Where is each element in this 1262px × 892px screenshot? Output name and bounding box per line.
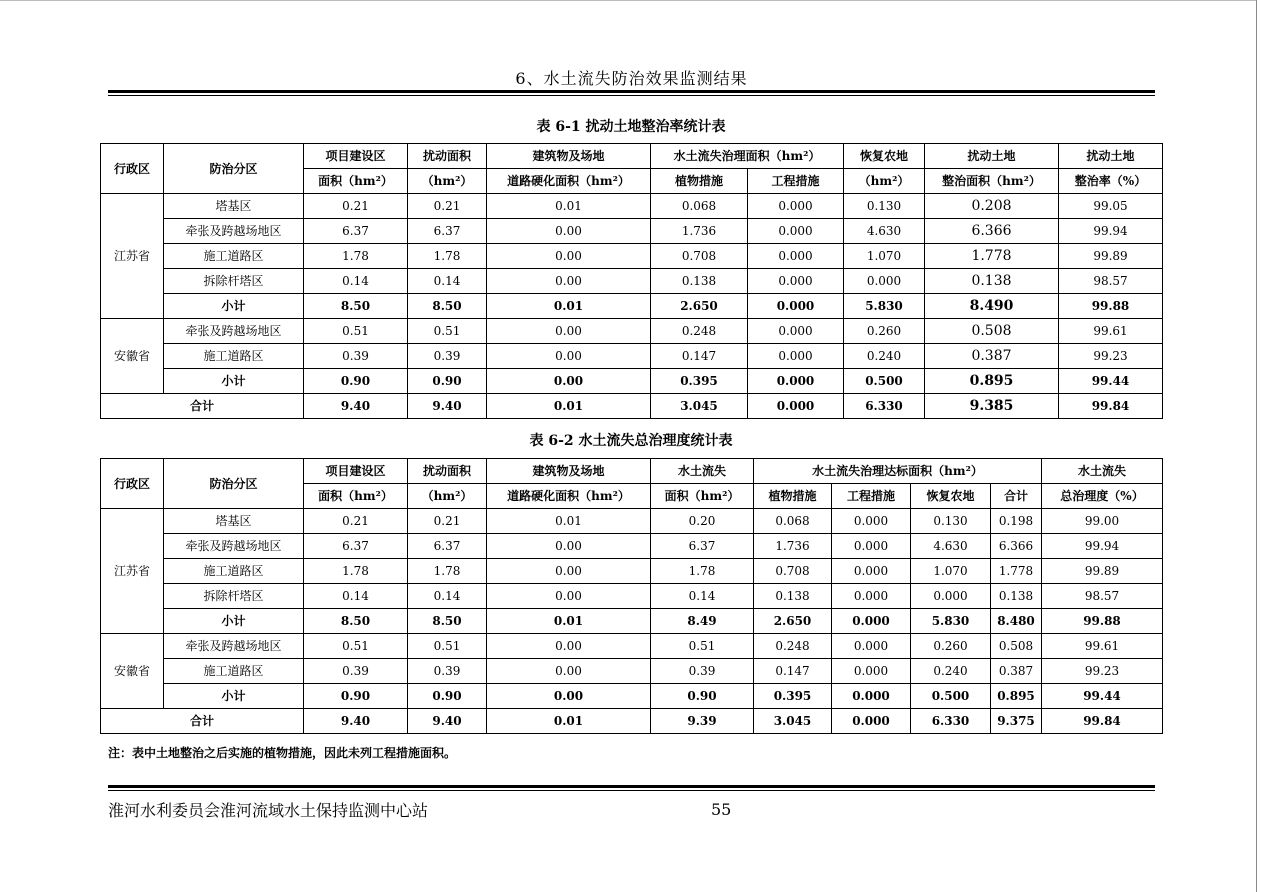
t2-cell: 牵张及跨越场地区	[164, 634, 304, 659]
t2-cell: 塔基区	[164, 509, 304, 534]
t2-cell: 0.00	[487, 659, 651, 684]
t1-cell: 0.00	[487, 319, 651, 344]
t1-cell: 0.000	[748, 244, 844, 269]
t2-cell: 5.830	[911, 609, 991, 634]
t2-cell: 0.147	[754, 659, 832, 684]
table2-caption: 表 6-2 水土流失总治理度统计表	[529, 433, 733, 449]
t2-cell: 99.23	[1042, 659, 1163, 684]
footer-rule-thin	[108, 790, 1155, 791]
t2-header-loss-2: 面积（hm²）	[651, 484, 754, 509]
t2-cell: 0.000	[832, 684, 911, 709]
t1-cell: 0.000	[748, 294, 844, 319]
t2-header-dist-area-1: 扰动面积	[408, 459, 487, 484]
t2-cell: 98.57	[1042, 584, 1163, 609]
t2-cell: 0.14	[304, 584, 408, 609]
t1-cell: 0.208	[925, 194, 1059, 219]
t1-cell: 0.00	[487, 369, 651, 394]
t1-header-erosion-ctrl: 水土流失治理面积（hm²）	[651, 144, 844, 169]
t1-cell: 0.39	[304, 344, 408, 369]
t2-cell: 0.130	[911, 509, 991, 534]
t2-cell: 99.94	[1042, 534, 1163, 559]
t2-cell: 0.000	[832, 659, 911, 684]
t1-cell: 99.88	[1059, 294, 1163, 319]
t2-cell: 99.89	[1042, 559, 1163, 584]
t2-header-degree-1: 水土流失	[1042, 459, 1163, 484]
t2-header-eng: 工程措施	[832, 484, 911, 509]
t1-cell: 8.50	[408, 294, 487, 319]
t2-cell: 8.50	[408, 609, 487, 634]
t1-cell: 牵张及跨越场地区	[164, 219, 304, 244]
t1-cell: 0.240	[844, 344, 925, 369]
t2-cell: 0.138	[754, 584, 832, 609]
t1-cell: 8.490	[925, 294, 1059, 319]
t1-cell: 99.23	[1059, 344, 1163, 369]
t1-cell: 1.78	[304, 244, 408, 269]
t1-subtotal-label: 小计	[164, 294, 304, 319]
footer-organization: 淮河水利委员会淮河流域水土保持监测中心站	[108, 801, 429, 820]
t2-cell: 1.78	[304, 559, 408, 584]
t1-cell: 0.895	[925, 369, 1059, 394]
t2-cell: 99.61	[1042, 634, 1163, 659]
t2-cell: 0.138	[991, 584, 1042, 609]
t1-header-farm-1: 恢复农地	[844, 144, 925, 169]
footer-rule-thick	[108, 785, 1155, 788]
t1-cell: 8.50	[304, 294, 408, 319]
t1-cell: 9.40	[304, 394, 408, 419]
t2-cell: 施工道路区	[164, 559, 304, 584]
t1-cell: 99.89	[1059, 244, 1163, 269]
t1-cell: 0.000	[748, 394, 844, 419]
t2-header-zone: 防治分区	[164, 459, 304, 509]
t1-cell: 0.90	[408, 369, 487, 394]
t2-cell: 0.000	[832, 584, 911, 609]
t2-cell: 0.068	[754, 509, 832, 534]
t2-cell: 1.070	[911, 559, 991, 584]
t1-cell: 0.51	[304, 319, 408, 344]
t1-cell: 0.14	[304, 269, 408, 294]
t1-header-eng: 工程措施	[748, 169, 844, 194]
t1-cell: 0.000	[748, 369, 844, 394]
t2-total-label: 合计	[101, 709, 304, 734]
t2-cell: 0.000	[832, 559, 911, 584]
t1-cell: 6.37	[304, 219, 408, 244]
t1-cell: 9.40	[408, 394, 487, 419]
t1-cell: 0.01	[487, 294, 651, 319]
t2-cell: 0.500	[911, 684, 991, 709]
t1-cell: 1.070	[844, 244, 925, 269]
table2	[100, 458, 1163, 734]
t1-total-label: 合计	[101, 394, 304, 419]
page-header-title: 6、水土流失防治效果监测结果	[515, 69, 748, 88]
page-frame-top	[0, 0, 1257, 1]
t2-cell: 0.21	[408, 509, 487, 534]
t2-cell: 6.330	[911, 709, 991, 734]
t1-cell: 1.78	[408, 244, 487, 269]
t1-cell: 2.650	[651, 294, 748, 319]
t2-cell: 牵张及跨越场地区	[164, 534, 304, 559]
t2-cell: 0.90	[408, 684, 487, 709]
t2-cell: 0.00	[487, 534, 651, 559]
t1-cell: 0.708	[651, 244, 748, 269]
t1-cell: 施工道路区	[164, 244, 304, 269]
t2-header-plant: 植物措施	[754, 484, 832, 509]
t1-cell: 6.37	[408, 219, 487, 244]
t1-cell: 99.05	[1059, 194, 1163, 219]
t2-cell: 0.39	[408, 659, 487, 684]
t2-cell: 0.248	[754, 634, 832, 659]
t2-header-region: 行政区	[101, 459, 164, 509]
t2-cell: 9.40	[408, 709, 487, 734]
t2-cell: 99.00	[1042, 509, 1163, 534]
t1-cell: 0.395	[651, 369, 748, 394]
t2-subtotal-label: 小计	[164, 609, 304, 634]
table-note: 注：表中土地整治之后实施的植物措施，因此未列工程措施面积。	[108, 746, 457, 760]
t1-region-anhui: 安徽省	[101, 319, 164, 394]
t2-cell: 0.90	[304, 684, 408, 709]
t2-cell: 0.895	[991, 684, 1042, 709]
t1-cell: 0.000	[844, 269, 925, 294]
t2-cell: 0.14	[651, 584, 754, 609]
t2-cell: 9.375	[991, 709, 1042, 734]
t2-region-anhui: 安徽省	[101, 634, 164, 709]
t2-cell: 0.000	[911, 584, 991, 609]
t2-cell: 0.51	[304, 634, 408, 659]
t1-cell: 0.147	[651, 344, 748, 369]
t2-header-build-1: 建筑物及场地	[487, 459, 651, 484]
t1-cell: 0.000	[748, 219, 844, 244]
t1-header-build-1: 建筑物及场地	[487, 144, 651, 169]
t1-cell: 0.387	[925, 344, 1059, 369]
t2-cell: 0.51	[651, 634, 754, 659]
t2-header-degree-2: 总治理度（%）	[1042, 484, 1163, 509]
t2-cell: 施工道路区	[164, 659, 304, 684]
t2-cell: 0.01	[487, 609, 651, 634]
t1-header-dist-area-1: 扰动面积	[408, 144, 487, 169]
t2-cell: 1.78	[651, 559, 754, 584]
t1-cell: 5.830	[844, 294, 925, 319]
t1-cell: 1.778	[925, 244, 1059, 269]
t1-cell: 0.00	[487, 269, 651, 294]
t1-cell: 9.385	[925, 394, 1059, 419]
t1-header-treat-2: 整治面积（hm²）	[925, 169, 1059, 194]
t1-cell: 拆除杆塔区	[164, 269, 304, 294]
t1-cell: 0.21	[304, 194, 408, 219]
t1-cell: 0.068	[651, 194, 748, 219]
t2-cell: 0.51	[408, 634, 487, 659]
t1-cell: 牵张及跨越场地区	[164, 319, 304, 344]
t1-cell: 塔基区	[164, 194, 304, 219]
t1-cell: 施工道路区	[164, 344, 304, 369]
t1-cell: 0.21	[408, 194, 487, 219]
t2-cell: 0.508	[991, 634, 1042, 659]
t1-cell: 0.14	[408, 269, 487, 294]
t2-region-jiangsu: 江苏省	[101, 509, 164, 634]
t1-header-proj-area-1: 项目建设区	[304, 144, 408, 169]
t1-cell: 99.94	[1059, 219, 1163, 244]
t1-cell: 1.736	[651, 219, 748, 244]
t1-cell: 98.57	[1059, 269, 1163, 294]
t1-cell: 0.51	[408, 319, 487, 344]
t2-cell: 8.50	[304, 609, 408, 634]
t2-header-farm: 恢复农地	[911, 484, 991, 509]
t1-cell: 0.00	[487, 244, 651, 269]
page-frame-right	[1256, 0, 1257, 892]
t2-header-dist-area-2: （hm²）	[408, 484, 487, 509]
t1-cell: 3.045	[651, 394, 748, 419]
t1-cell: 99.84	[1059, 394, 1163, 419]
t2-cell: 6.366	[991, 534, 1042, 559]
t1-cell: 0.00	[487, 219, 651, 244]
t2-cell: 6.37	[651, 534, 754, 559]
t2-subtotal-label: 小计	[164, 684, 304, 709]
t2-cell: 0.90	[651, 684, 754, 709]
t2-cell: 拆除杆塔区	[164, 584, 304, 609]
t1-header-region: 行政区	[101, 144, 164, 194]
t1-cell: 0.000	[748, 194, 844, 219]
t1-header-dist-area-2: （hm²）	[408, 169, 487, 194]
t2-cell: 2.650	[754, 609, 832, 634]
page-number: 55	[711, 800, 732, 819]
t2-cell: 6.37	[304, 534, 408, 559]
t1-cell: 0.39	[408, 344, 487, 369]
t1-cell: 0.01	[487, 394, 651, 419]
t2-cell: 0.000	[832, 634, 911, 659]
header-rule-thick	[108, 90, 1155, 93]
t2-cell: 99.84	[1042, 709, 1163, 734]
t1-cell: 0.138	[925, 269, 1059, 294]
t1-header-build-2: 道路硬化面积（hm²）	[487, 169, 651, 194]
t1-cell: 0.138	[651, 269, 748, 294]
t2-cell: 9.39	[651, 709, 754, 734]
t1-header-zone: 防治分区	[164, 144, 304, 194]
t2-cell: 1.736	[754, 534, 832, 559]
t2-cell: 0.39	[304, 659, 408, 684]
t2-cell: 0.198	[991, 509, 1042, 534]
t2-cell: 0.387	[991, 659, 1042, 684]
t2-cell: 8.49	[651, 609, 754, 634]
t2-cell: 0.395	[754, 684, 832, 709]
t1-cell: 0.130	[844, 194, 925, 219]
t1-cell: 0.90	[304, 369, 408, 394]
t1-subtotal-label: 小计	[164, 369, 304, 394]
t1-cell: 0.260	[844, 319, 925, 344]
t2-cell: 0.14	[408, 584, 487, 609]
t1-cell: 6.330	[844, 394, 925, 419]
t1-header-rate-2: 整治率（%）	[1059, 169, 1163, 194]
t2-cell: 0.39	[651, 659, 754, 684]
t1-cell: 99.61	[1059, 319, 1163, 344]
t2-cell: 0.260	[911, 634, 991, 659]
t2-cell: 0.000	[832, 534, 911, 559]
t2-cell: 0.000	[832, 709, 911, 734]
table1	[100, 143, 1163, 419]
t2-cell: 0.01	[487, 509, 651, 534]
t2-cell: 3.045	[754, 709, 832, 734]
t2-cell: 0.20	[651, 509, 754, 534]
t1-cell: 0.000	[748, 269, 844, 294]
t1-cell: 0.000	[748, 319, 844, 344]
t1-header-farm-2: （hm²）	[844, 169, 925, 194]
t2-cell: 0.00	[487, 634, 651, 659]
t1-cell: 0.00	[487, 344, 651, 369]
t1-cell: 0.508	[925, 319, 1059, 344]
t1-cell: 6.366	[925, 219, 1059, 244]
t1-cell: 99.44	[1059, 369, 1163, 394]
t2-cell: 0.708	[754, 559, 832, 584]
t1-header-plant: 植物措施	[651, 169, 748, 194]
t2-cell: 0.00	[487, 584, 651, 609]
t2-cell: 0.000	[832, 509, 911, 534]
t1-cell: 0.248	[651, 319, 748, 344]
t2-cell: 99.44	[1042, 684, 1163, 709]
t2-header-proj-area-2: 面积（hm²）	[304, 484, 408, 509]
t1-cell: 0.500	[844, 369, 925, 394]
t1-cell: 0.01	[487, 194, 651, 219]
t2-cell: 0.00	[487, 559, 651, 584]
t1-region-jiangsu: 江苏省	[101, 194, 164, 319]
t2-cell: 8.480	[991, 609, 1042, 634]
header-rule-thin	[108, 95, 1155, 96]
t2-cell: 9.40	[304, 709, 408, 734]
t2-header-sum: 合计	[991, 484, 1042, 509]
t2-header-build-2: 道路硬化面积（hm²）	[487, 484, 651, 509]
table1-caption: 表 6-1 扰动土地整治率统计表	[536, 119, 726, 135]
t1-header-treat-1: 扰动土地	[925, 144, 1059, 169]
t2-cell: 1.78	[408, 559, 487, 584]
t2-cell: 0.21	[304, 509, 408, 534]
t1-cell: 0.000	[748, 344, 844, 369]
t2-cell: 0.01	[487, 709, 651, 734]
t2-cell: 6.37	[408, 534, 487, 559]
t2-cell: 99.88	[1042, 609, 1163, 634]
t2-header-proj-area-1: 项目建设区	[304, 459, 408, 484]
t1-header-rate-1: 扰动土地	[1059, 144, 1163, 169]
t2-header-loss-1: 水土流失	[651, 459, 754, 484]
t2-cell: 0.000	[832, 609, 911, 634]
t2-header-std-area: 水土流失治理达标面积（hm²）	[754, 459, 1042, 484]
t2-cell: 0.240	[911, 659, 991, 684]
t1-header-proj-area-2: 面积（hm²）	[304, 169, 408, 194]
t2-cell: 0.00	[487, 684, 651, 709]
t2-cell: 4.630	[911, 534, 991, 559]
t1-cell: 4.630	[844, 219, 925, 244]
t2-cell: 1.778	[991, 559, 1042, 584]
